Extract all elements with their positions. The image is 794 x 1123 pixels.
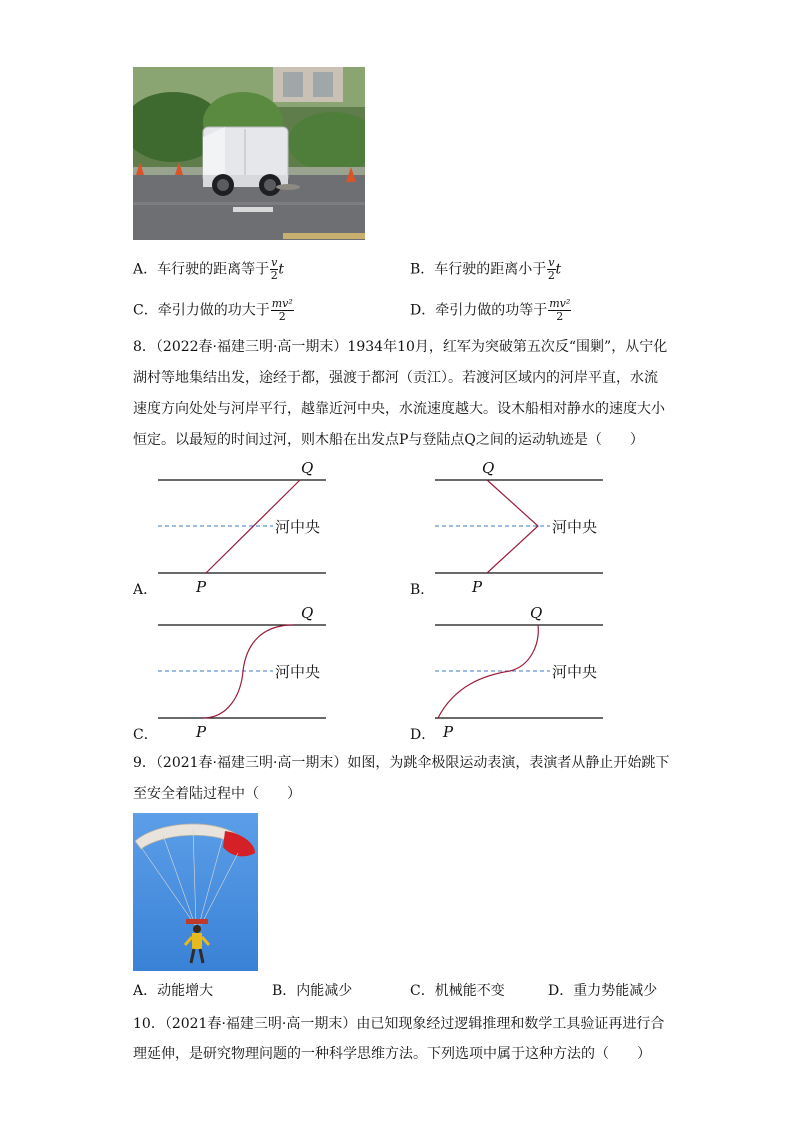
q7-option-a-numerator: v (271, 256, 278, 269)
parachute-photo (133, 813, 258, 971)
q7-option-d-numerator: mv² (549, 297, 571, 310)
q10-line-1: 10．（2021春·福建三明·高一期末）由已知现象经过逻辑推理和数学工具验证再进行合 (133, 1016, 665, 1032)
q7-option-c-fraction (271, 298, 294, 323)
point-q-label: Q (301, 459, 314, 477)
q8-diagram-b (410, 455, 630, 600)
q9-option-b: B．内能减少 (272, 983, 353, 999)
q9-option-a: A．动能增大 (133, 983, 214, 999)
center-label: 河中央 (552, 518, 598, 536)
q8-line-4: 恒定。以最短的时间过河，则木船在出发点P与登陆点Q之间的运动轨迹是（ ） (133, 432, 644, 448)
q9-option-d: D．重力势能减少 (548, 983, 658, 999)
q7-option-b-fraction (547, 257, 555, 282)
q7-option-c-numerator: mv² (271, 297, 293, 310)
option-d-label: D． (410, 727, 436, 743)
q7-option-c-text: C．牵引力做的功大于 (133, 302, 270, 319)
point-p-label: P (472, 578, 483, 596)
q7-option-c-denominator: 2 (278, 310, 286, 323)
center-label: 河中央 (275, 518, 321, 536)
q7-option-b-suffix: t (555, 261, 562, 278)
q7-option-d (410, 298, 571, 323)
point-q-label: Q (301, 604, 314, 622)
q7-option-d-text: D．牵引力做的功等于 (410, 302, 548, 319)
q8-line-3: 速度方向处处与河岸平行，越靠近河中央，水流速度越大。设木船相对静水的速度大小 (133, 401, 665, 417)
point-q-label: Q (482, 459, 495, 477)
q7-option-b-numerator: v (548, 256, 555, 269)
center-label: 河中央 (275, 663, 321, 681)
q7-option-d-fraction (548, 298, 571, 323)
option-b-label: B． (410, 582, 435, 598)
q7-option-b-denominator: 2 (547, 269, 555, 282)
q7-option-b (410, 257, 561, 282)
q7-option-d-denominator: 2 (556, 310, 564, 323)
q7-option-a (133, 257, 284, 282)
q8-diagram-d (410, 600, 630, 745)
option-a-label: A． (133, 582, 158, 598)
point-p-label: P (196, 578, 207, 596)
q9-line-2: 至安全着陆过程中（ ） (133, 786, 301, 802)
q7-option-b-text: B．车行驶的距离小于 (410, 261, 547, 278)
q8-diagram-a (133, 455, 353, 600)
q8-line-2: 湖村等地集结出发，途经于都，强渡于都河（贡江）。若渡河区域内的河岸平直，水流 (133, 370, 658, 386)
point-q-label: Q (530, 604, 543, 622)
option-c-label: C． (133, 727, 158, 743)
center-label: 河中央 (552, 663, 598, 681)
trajectory-path (438, 625, 538, 718)
point-p-label: P (443, 723, 454, 741)
q7-option-a-text: A．车行驶的距离等于 (133, 261, 270, 278)
q8-diagram-c (133, 600, 353, 745)
q7-option-a-suffix: t (278, 261, 284, 278)
delivery-vehicle-photo (133, 67, 365, 240)
q7-option-c (133, 298, 294, 323)
point-p-label: P (196, 723, 207, 741)
q9-line-1: 9．（2021春·福建三明·高一期末）如图，为跳伞极限运动表演，表演者从静止开始跳下 (133, 755, 670, 771)
q9-option-c: C．机械能不变 (410, 983, 505, 999)
q10-line-2: 理延伸，是研究物理问题的一种科学思维方法。下列选项中属于这种方法的（ ） (133, 1046, 651, 1062)
q7-option-a-denominator: 2 (270, 269, 278, 282)
q8-line-1: 8．（2022春·福建三明·高一期末）1934年10月，红军为突破第五次反“围剿”，从宁化 (133, 339, 668, 355)
